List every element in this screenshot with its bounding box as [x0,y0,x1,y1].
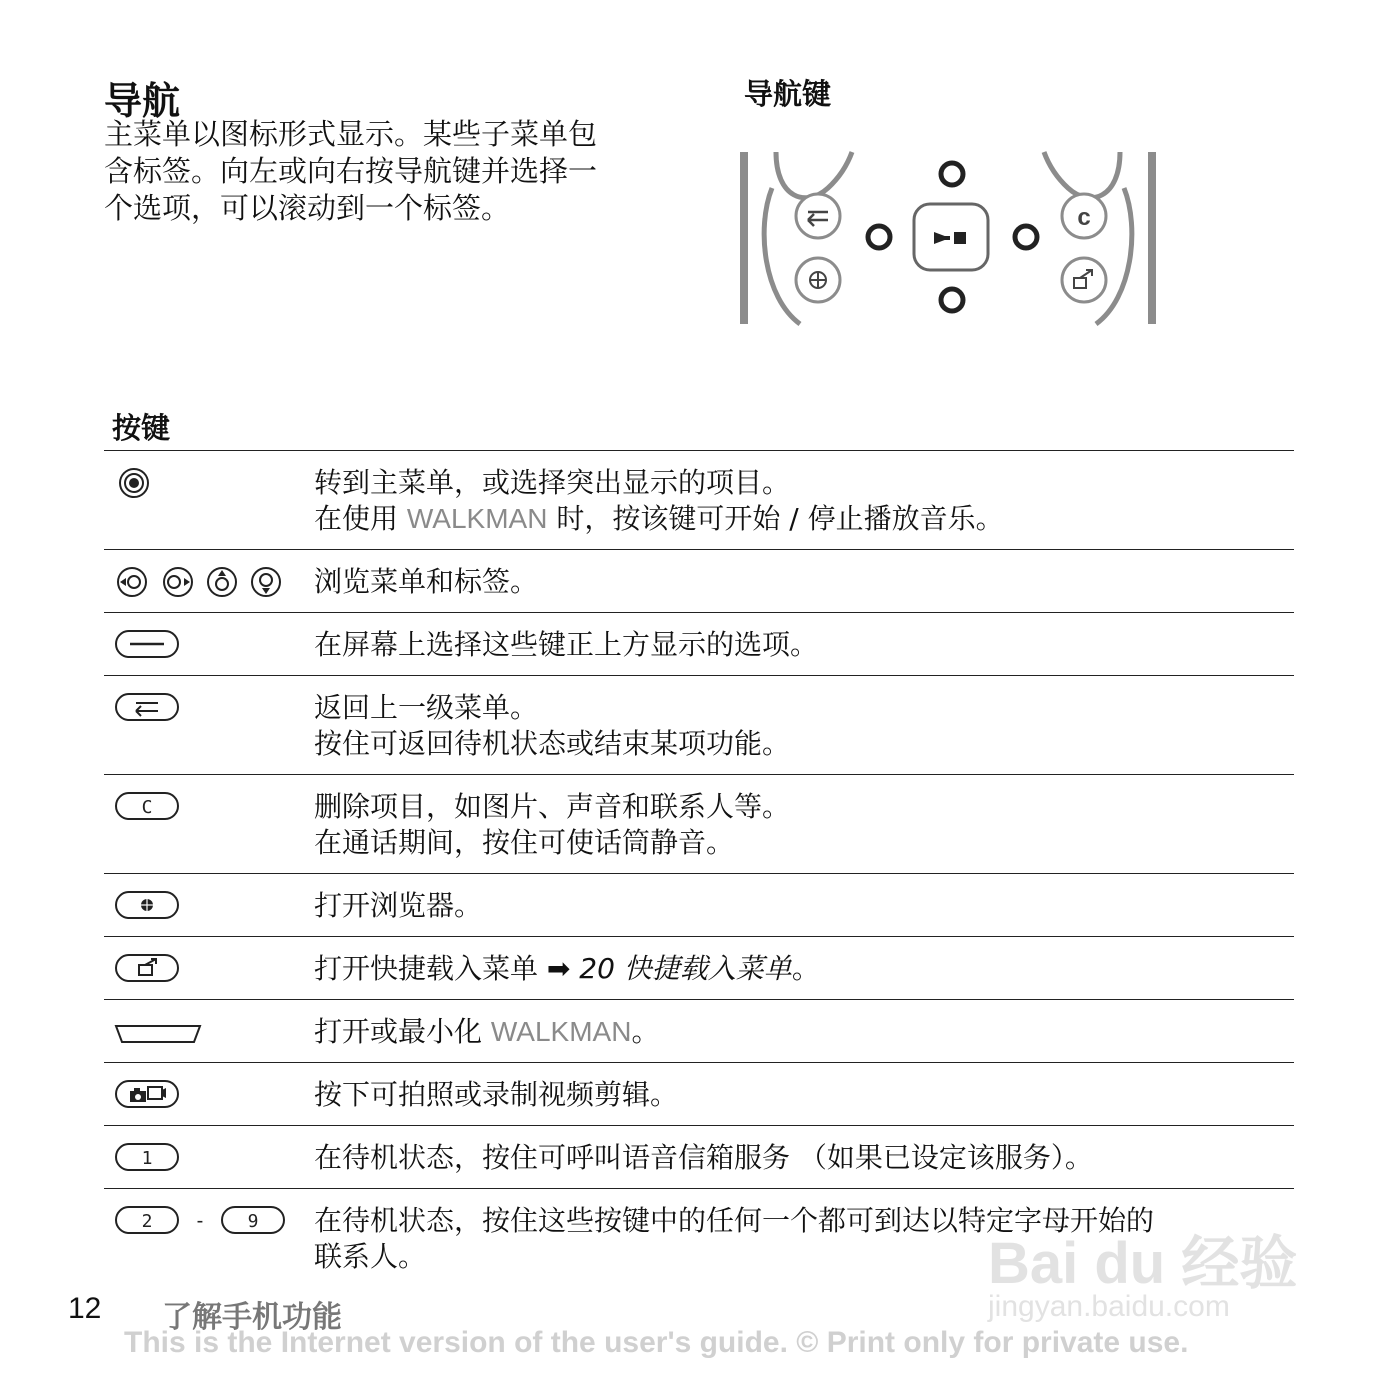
arrow-right-icon: ➡ [546,952,571,985]
svg-text:2: 2 [141,1211,153,1232]
table-row [104,873,1294,936]
back-key-icon [796,194,840,238]
key-table [104,450,1294,1287]
key-description: 打开快捷载入菜单 ➡ 20 快捷载入菜单。 [314,952,820,985]
key-2-9-icon [114,1203,294,1237]
navigation-key-heading: 导航键 [744,77,832,111]
key-description: 打开浏览器。 [314,889,483,922]
key-description: 在待机状态，按住这些按键中的任何一个都可到达以特定字母开始的 联系人。 [314,1204,1155,1273]
center-select-key-icon [114,465,154,505]
internet-key-icon [114,888,184,922]
key-description: 打开或最小化 WALKMAN。 [314,1015,660,1048]
table-row [104,774,1294,873]
svg-text:9: 9 [247,1211,259,1232]
key-1-icon [114,1140,184,1174]
svg-text:C: C [141,797,153,818]
nav-down-dot-icon [941,289,963,311]
watermark-logo: Bai du 经验 [988,1231,1298,1296]
key-description: 在屏幕上选择这些键正上方显示的选项。 [314,628,819,661]
back-key-icon [114,690,184,724]
table-row [104,1125,1294,1188]
table-row [104,675,1294,774]
nav-up-dot-icon [941,163,963,185]
key-description: 删除项目，如图片、声音和联系人等。 在通话期间，按住可使话筒静音。 [314,790,791,859]
page-number: 12 [68,1292,102,1325]
svg-text:c: c [1077,204,1091,231]
watermark-url: jingyan.baidu.com [988,1290,1230,1323]
table-row [104,612,1294,675]
table-row [104,1062,1294,1125]
disclaimer-text: This is the Internet version of the user's guide. © Print only for private use. [124,1326,1189,1359]
keys-section-title: 按键 [112,411,171,445]
svg-text:-: - [196,1210,204,1232]
table-row [104,999,1294,1062]
key-description: 按下可拍照或录制视频剪辑。 [314,1078,679,1111]
nav-intro-text: 主菜单以图标形式显示。某些子菜单包 含标签。向左或向右按导航键并选择一 个选项，可以滚动到一个标签。 [104,117,598,225]
clear-key-icon [1062,194,1106,238]
activity-menu-key-icon [1062,258,1106,302]
key-description: 浏览菜单和标签。 [314,565,539,598]
nav-right-dot-icon [1015,226,1037,248]
direction-keys-icon [110,562,282,602]
navigation-pad-illustration [736,148,1160,328]
table-row [104,936,1294,999]
selection-key-icon [114,627,184,661]
table-row [104,450,1294,549]
nav-left-dot-icon [868,226,890,248]
key-description: 返回上一级菜单。 按住可返回待机状态或结束某项功能。 [314,691,791,760]
activity-menu-key-icon [114,951,184,985]
key-description: 在待机状态，按住可呼叫语音信箱服务 （如果已设定该服务）。 [314,1141,1093,1174]
walkman-key-icon [114,1022,204,1052]
nav-section-title: 导航 [104,79,181,123]
camera-key-icon [114,1077,184,1111]
internet-key-icon [796,258,840,302]
clear-key-icon [114,789,184,823]
svg-text:1: 1 [141,1148,153,1169]
table-row [104,549,1294,612]
key-description: 转到主菜单，或选择突出显示的项目。 在使用 WALKMAN 时，按该键可开始 / 停止播放音乐。 [314,466,1004,535]
section-title: 了解手机功能 [162,1300,342,1335]
center-select-key-icon [914,204,988,270]
